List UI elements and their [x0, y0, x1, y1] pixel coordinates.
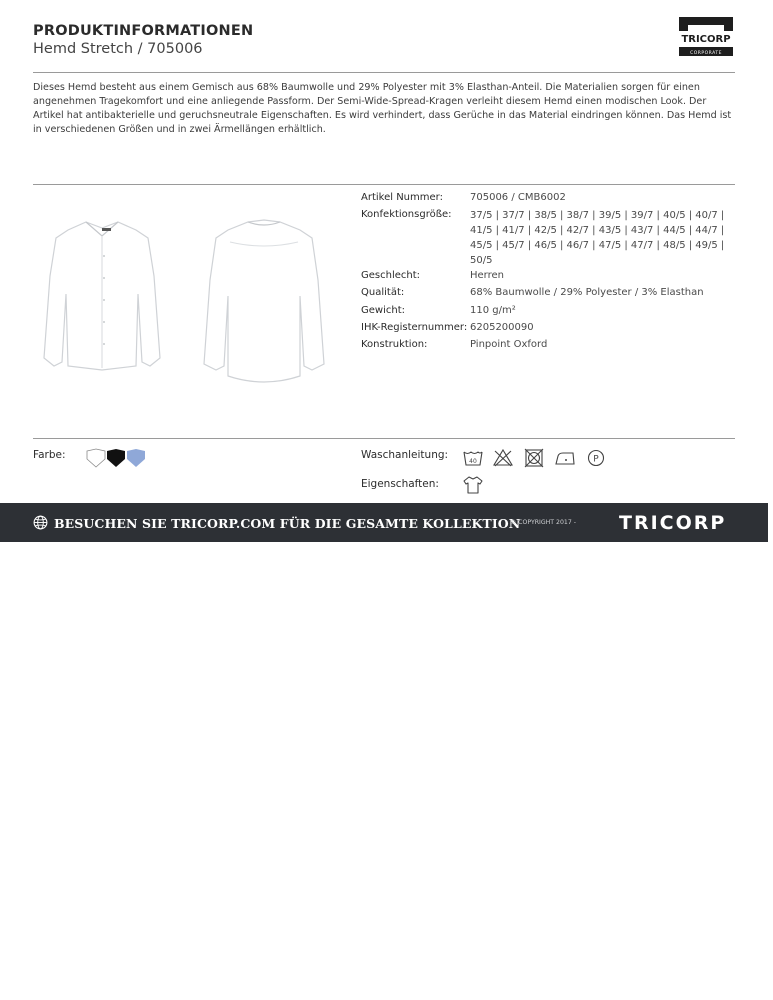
quality-value: 68% Baumwolle / 29% Polyester / 3% Elasthan — [470, 287, 704, 298]
globe-icon — [33, 515, 48, 530]
dry-clean-p-icon — [585, 448, 607, 468]
wash-temp: 40 — [469, 458, 477, 465]
gender-value: Herren — [470, 270, 504, 281]
specs-top-divider — [33, 184, 735, 185]
product-subtitle: Hemd Stretch / 705006 — [33, 41, 203, 57]
ihk-label: IHK-Registernummer: — [361, 322, 468, 333]
wash-40-icon — [462, 448, 484, 468]
footer-brand-logo: TRICORP — [619, 512, 727, 534]
care-label: Waschanleitung: — [361, 449, 449, 461]
logo-text: TRICORP — [681, 34, 731, 45]
iron-low-icon — [554, 448, 576, 468]
header-divider — [33, 72, 735, 73]
color-swatch-black[interactable] — [106, 448, 126, 468]
size-list — [470, 208, 732, 268]
footer-banner — [0, 503, 768, 542]
no-bleach-icon — [492, 448, 514, 468]
logo-subtext: CORPORATE — [690, 51, 722, 56]
construction-value: Pinpoint Oxford — [470, 339, 548, 350]
weight-label: Gewicht: — [361, 305, 405, 316]
article-number-value: 705006 / CMB6002 — [470, 192, 566, 203]
weight-value: 110 g/m² — [470, 305, 516, 316]
tricorp-logo — [677, 15, 735, 61]
color-swatch-white[interactable] — [86, 448, 106, 468]
specs-bottom-divider — [33, 438, 735, 439]
gender-label: Geschlecht: — [361, 270, 421, 281]
footer-copyright: © COPYRIGHT 2017 - — [510, 519, 576, 526]
no-tumble-dry-icon — [523, 448, 545, 468]
size-line: 50/5 — [470, 255, 493, 266]
page-title: PRODUKTINFORMATIONEN — [33, 23, 254, 39]
quality-label: Qualität: — [361, 287, 405, 298]
svg-text:P: P — [593, 454, 599, 465]
footer-cta-link[interactable]: BESUCHEN SIE TRICORP.COM FÜR DIE GESAMTE KOLLEKTION — [54, 516, 521, 531]
ihk-value: 6205200090 — [470, 322, 534, 333]
size-line: 45/5 | 45/7 | 46/5 | 46/7 | 47/5 | 47/7 | 48/5 | 49/5 | — [470, 240, 725, 251]
size-line: 41/5 | 41/7 | 42/5 | 42/7 | 43/5 | 43/7 | 44/5 | 44/7 | — [470, 225, 725, 236]
product-description: Dieses Hemd besteht aus einem Gemisch aus 68% Baumwolle und 29% Polyester mit 3% Elasthan-Anteil. Die Materialien sorgen für einen angenehmen Tragekomfort und eine anliegende Passform. Der Semi-Wide-Spread-Kragen verleiht diesem Hemd einen modischen Look. Der Artikel hat antibakterielle und geruchsneutrale Eigenschaften. Es wird verhindert, dass Gerüche in das Material eindringen können. Das Hemd ist in verschiedenen Größen und in zwei Ärmellängen erhältlich. — [33, 82, 732, 135]
size-line: 37/5 | 37/7 | 38/5 | 38/7 | 39/5 | 39/7 | 40/5 | 40/7 | — [470, 210, 725, 221]
construction-label: Konstruktion: — [361, 339, 428, 350]
shirt-front-image — [40, 216, 164, 376]
color-swatch-blue[interactable] — [126, 448, 146, 468]
properties-label: Eigenschaften: — [361, 478, 439, 490]
color-label: Farbe: — [33, 449, 66, 461]
size-label: Konfektionsgröße: — [361, 209, 452, 220]
tshirt-icon — [462, 475, 484, 495]
shirt-back-image — [200, 216, 328, 388]
article-number-label: Artikel Nummer: — [361, 192, 443, 203]
